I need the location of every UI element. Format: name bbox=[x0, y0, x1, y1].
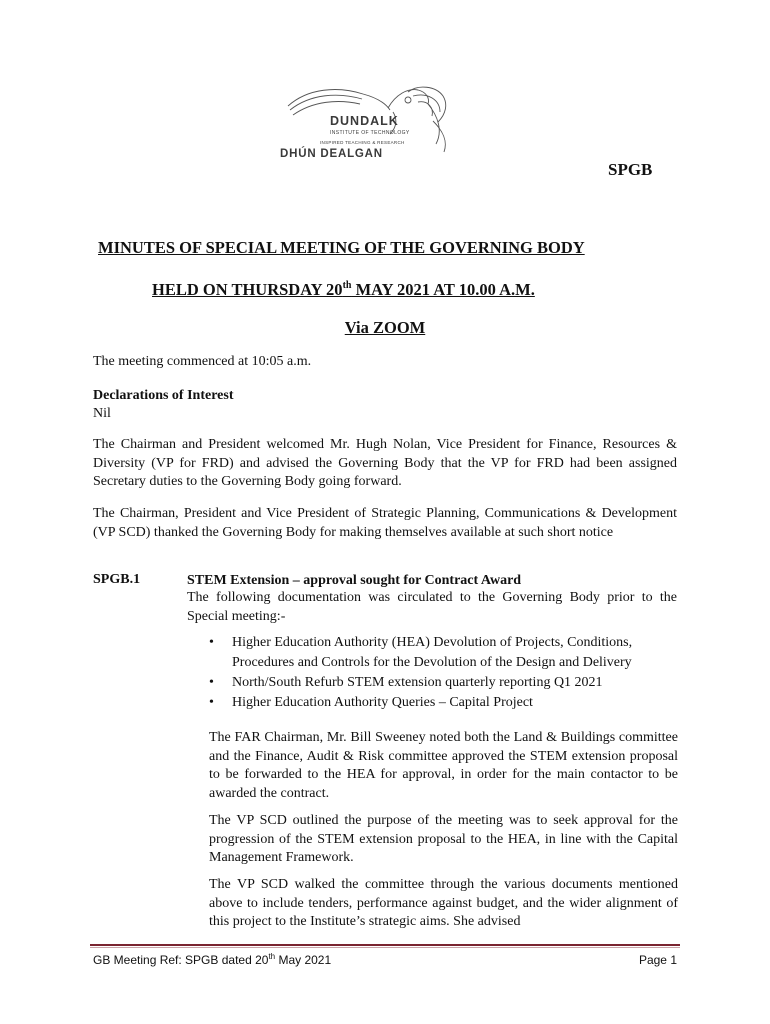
meeting-start-text: The meeting commenced at 10:05 a.m. bbox=[93, 354, 312, 369]
document-code: SPGB bbox=[608, 160, 653, 179]
meeting-venue-heading: Via ZOOM bbox=[344, 318, 426, 337]
list-item: • North/South Refurb STEM extension quarterly reporting Q1 2021 bbox=[209, 673, 679, 693]
heading-date-post: MAY 2021 AT 10.00 A.M. bbox=[351, 280, 535, 299]
meeting-date-heading bbox=[152, 280, 535, 300]
list-item: • Higher Education Authority Queries – Capital Project bbox=[209, 693, 679, 713]
agenda-item-intro: The following documentation was circulated to the Governing Body prior to the Special meeting:- bbox=[187, 590, 677, 624]
page-number: Page 1 bbox=[638, 953, 677, 967]
documentation-list bbox=[209, 633, 679, 713]
footer-reference bbox=[93, 953, 331, 967]
logo-tagline: INSPIRED TEACHING & RESEARCH bbox=[320, 140, 405, 145]
welcome-paragraph: The Chairman and President welcomed Mr. Hugh Nolan, Vice President for Finance, Resources & Diversity (VP for FRD) and advised the Governing Body that the VP for FRD had been assigned Secretary duties to the Governing Body going forward. bbox=[93, 437, 677, 489]
declarations-body: Nil bbox=[93, 406, 111, 421]
footer-ref-pre: GB Meeting Ref: SPGB dated 20 bbox=[93, 953, 269, 967]
agenda-item-title: STEM Extension – approval sought for Contract Award bbox=[187, 573, 522, 588]
logo-subtitle: INSTITUTE OF TECHNOLOGY bbox=[330, 130, 410, 136]
logo-name: DUNDALK bbox=[330, 114, 399, 128]
heading-date-pre: HELD ON THURSDAY 20 bbox=[152, 280, 343, 299]
vp-scd-walkthrough-paragraph: The VP SCD walked the committee through the various documents mentioned above to include tenders, performance against budget, and the wider alignment of this project to the Institute’s strategic aims. She advised bbox=[209, 877, 678, 929]
vp-scd-purpose-paragraph: The VP SCD outlined the purpose of the meeting was to seek approval for the progression of the STEM extension proposal to the HEA, in line with the Capital Management Framework. bbox=[209, 813, 678, 865]
declarations-title: Declarations of Interest bbox=[93, 388, 234, 403]
list-item: • Higher Education Authority (HEA) Devolution of Projects, Conditions, Procedures and Controls for the Devolution of the Design and Delivery bbox=[209, 633, 679, 673]
footer-ref-post: May 2021 bbox=[275, 953, 332, 967]
minutes-title: MINUTES OF SPECIAL MEETING OF THE GOVERNING BODY bbox=[98, 238, 585, 257]
thanks-paragraph: The Chairman, President and Vice President of Strategic Planning, Communications & Development (VP SCD) thanked the Governing Body for making themselves available at such short notice bbox=[93, 506, 677, 540]
far-chairman-paragraph: The FAR Chairman, Mr. Bill Sweeney noted both the Land & Buildings committee and the Finance, Audit & Risk committee approved the STEM extension proposal to be forwarded to the HEA for approval, in order for the main contactor to be awarded the contract. bbox=[209, 730, 678, 801]
institute-logo bbox=[268, 86, 458, 164]
footer-divider-secondary bbox=[90, 947, 680, 948]
heading-date-sup: th bbox=[342, 280, 352, 291]
footer-ref-sup: th bbox=[268, 952, 276, 961]
footer-divider bbox=[90, 944, 680, 946]
logo-irish-name: DHÚN DEALGAN bbox=[280, 148, 383, 160]
agenda-item-ref: SPGB.1 bbox=[93, 572, 141, 587]
